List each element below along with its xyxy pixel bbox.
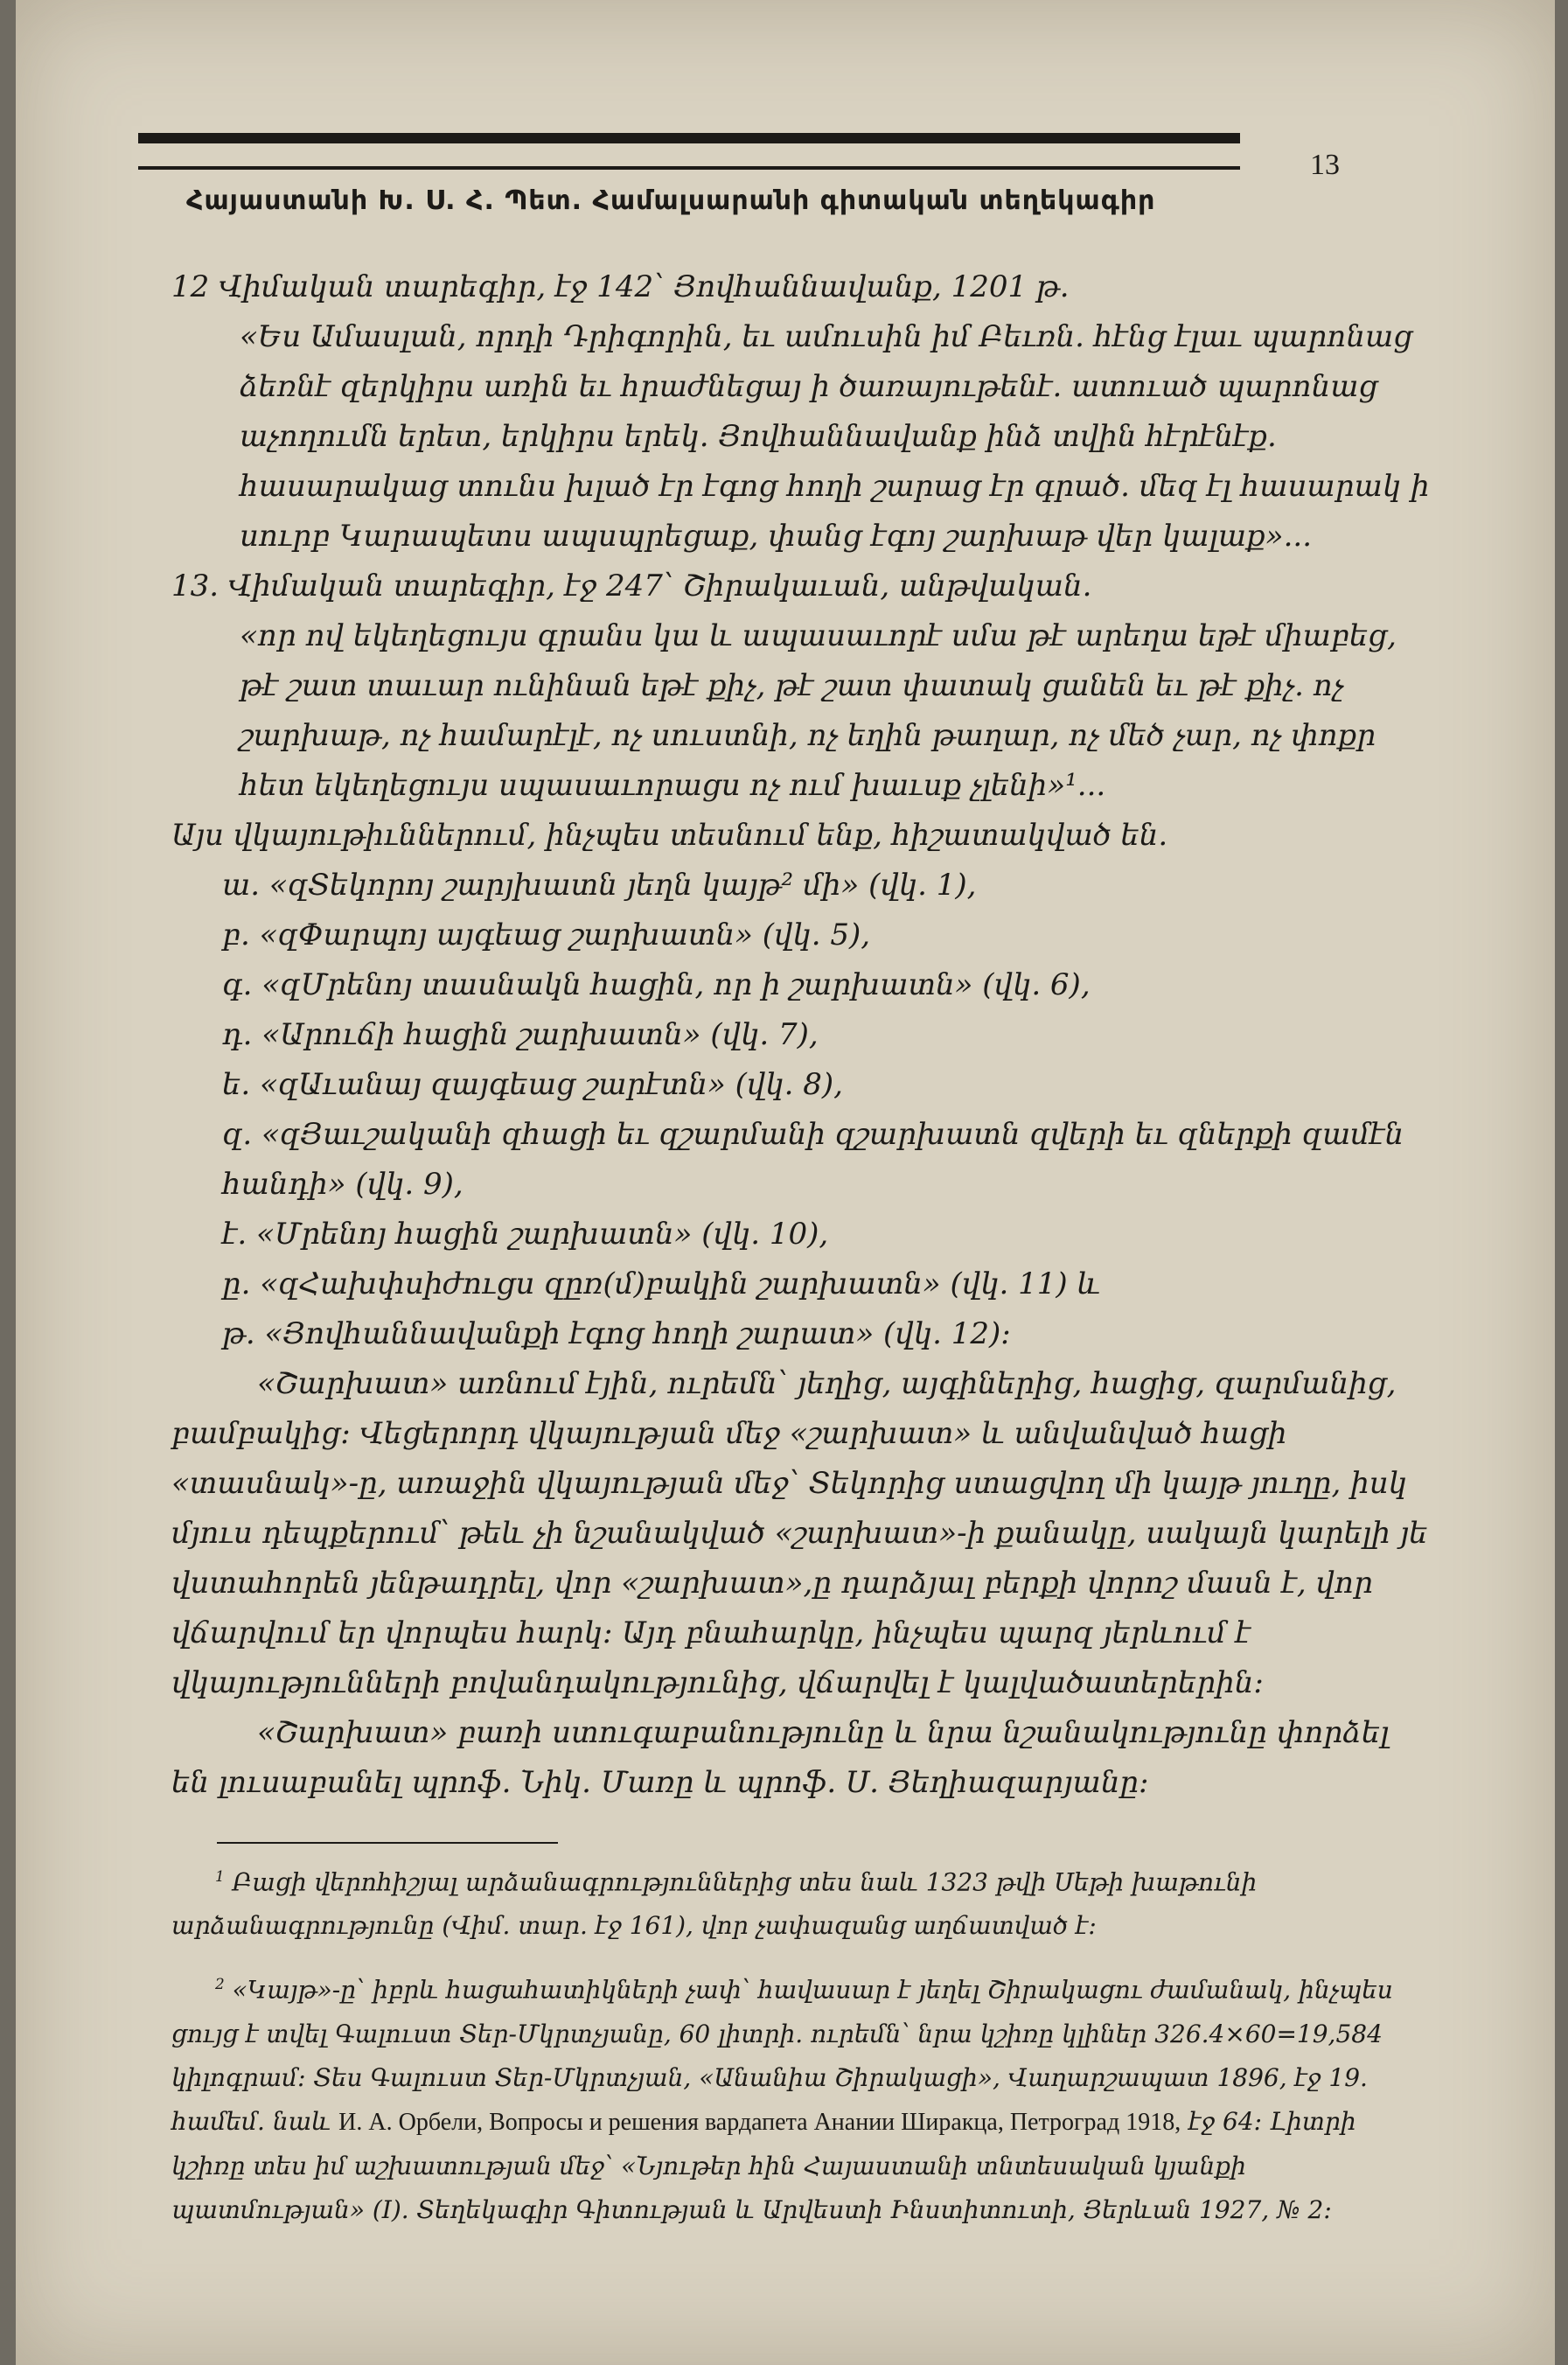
- body-paragraph: «Շարխատ» բառի ստուգաբանությունը և նրա նշանակությունը փորձել են լուսաբանել պրոֆ. Նիկ. Մառը և պրոֆ. Ս. Յեղիազարյանը:: [171, 1715, 1390, 1800]
- body-paragraph: «Շարխատ» առնում էյին, ուրեմն՝ յեղից, այգիներից, հացից, զարմանից, բամբակից: Վեցերորդ վկայության մեջ «շարխատ» և անվանված հացի «տասնակ»-ը, առաջին վկայության մեջ՝ Տեկորից ստացվող մի կայթ յուղը, իսկ մյուս դեպքերում՝ թեև չի նշանակված «շարխատ»-ի քանակը, սակայն կարելի յե վստահորեն յենթադրել, վոր «շարխատ»,ը դարձյալ բերքի վորոշ մասն է, վոր վճարվում եր վորպես հարկ: Այդ բնահարկը, ինչպես պարզ յերևում է վկայությունների բովանդակությունից, վճարվել է կալվածատերերին:: [171, 1366, 1428, 1700]
- footnote-mark: 1: [215, 1867, 225, 1885]
- list-item-text: «զՓարպոյ այգեաց շարխատն» (վկ. 5),: [259, 917, 871, 952]
- footnote-text-cont: էջ 64: Լիտրի կշիռը տես իմ աշխատության մեջ՝ «Նյութեր հին Հայաստանի տնտեսական կյանքի պատմության» (I). Տեղեկագիր Գիտության և Արվեստի Ինստիտուտի, Յերևան 1927, № 2:: [171, 2106, 1356, 2224]
- entry-13-quote: «որ ով եկեղեցույս գրանս կա և ապասաւորէ սմա թէ արեղա եթէ միաբեց, թէ շատ տաւար ունինան եթէ քիչ, թէ շատ փատակ ցանեն եւ թէ քիչ. ոչ շարխաթ, ոչ համարէլէ, ոչ սուստնի, ոչ եղին թաղար, ոչ մեծ չար, ոչ փոքր հետ եկեղեցույս սպասաւորացս ոչ ում խաւսք չլենի»¹...: [240, 618, 1397, 803]
- list-item: [171, 1210, 1431, 1259]
- footnotes: [171, 1854, 1431, 2246]
- entry-13-source: Վիմական տարեգիր, էջ 247՝ Շիրակաւան, անթվական.: [227, 569, 1092, 603]
- list-item-letter: թ.: [222, 1316, 255, 1351]
- list-item-text: «զՄրենոյ տասնակն հացին, որ ի շարխատն» (վկ. 6),: [261, 967, 1091, 1002]
- list-item-letter: ա.: [222, 868, 261, 903]
- footnote-mark: 2: [215, 1975, 225, 1993]
- list-item-text: «զՀախփսիժուցս զըռ(մ)բակին շարխատն» (վկ. 11) և: [260, 1266, 1101, 1301]
- list-item-letter: բ.: [222, 917, 250, 952]
- entry-12-number: 12: [171, 269, 210, 304]
- list-item: [171, 1309, 1431, 1359]
- entry-13-number: 13.: [171, 569, 220, 603]
- list-item-letter: ը.: [222, 1266, 251, 1301]
- testimony-list: [171, 861, 1431, 1359]
- entry-12-heading: [171, 262, 1431, 312]
- list-item-text: «զՏեկորոյ շարյխատն յեղն կայթ² մի» (վկ. 1),: [268, 868, 977, 903]
- footnote-1: [171, 1854, 1431, 1948]
- footnote-rule: [217, 1842, 558, 1844]
- list-item-text: «Մրենոյ հացին շարխատն» (վկ. 10),: [255, 1217, 829, 1252]
- list-item-letter: զ.: [222, 1117, 253, 1152]
- running-head: Հայաստանի Խ. Ս. Հ. Պետ. Համալսարանի գիտական տեղեկագիր: [186, 185, 1156, 216]
- entry-12-quote: «Ես Ամասլան, որդի Դրիգորին, եւ ամուսին իմ Բեւռն. հէնց էլաւ պարոնաց ձեռնէ զերկիրս առին եւ հրաժնեցայ ի ծառայութենէ. ատուած պարոնաց աչողումն երետ, երկիրս երեկ. Յովհաննավանք ինձ տվին հէրէնէք. հասարակաց տունս խլած էր էգոց հողի շարաց էր գրած. մեզ էլ հասարակ ի սուրբ Կարապետս ապսպրեցաք, փանց էգոյ շարխաթ վեր կալաք»...: [240, 319, 1430, 554]
- list-item-text: «զԱւանայ զայգեաց շարէտն» (վկ. 8),: [259, 1067, 843, 1102]
- list-item-text: «Յովհաննավանքի էգոց հողի շարատ» (վկ. 12):: [264, 1316, 1011, 1351]
- entry-12-source: Վիմական տարեգիր, էջ 142՝ Յովհաննավանք, 1201 թ.: [219, 269, 1070, 304]
- list-item: [171, 1259, 1431, 1309]
- footnote-text: «Կայթ»-ը՝ իբրև հացահատիկների չափ՝ հավասար է յեղել Շիրակացու ժամանակ, ինչպես ցույց է տվել Գալուստ Տեր-Մկրտչյանը, 60 լիտրի. ուրեմն՝ նրա կշիռը կլիներ 326.4×60=19,584 կիլոգրամ: Տես Գալուստ Տեր-Մկրտչյան, «Անանիա Շիրակացի», Վաղարշապատ 1896, էջ 19. համեմ. նաև: [171, 1975, 1393, 2136]
- document-page: [16, 0, 1555, 2365]
- list-item-letter: գ.: [222, 967, 253, 1002]
- list-item: [171, 1060, 1431, 1110]
- list-item-text: «զՅաւշականի զհացի եւ զշարմանի զշարխատն զվերի եւ զներքի զամէն հանդի» (վկ. 9),: [222, 1117, 1404, 1202]
- list-item: [171, 960, 1431, 1010]
- footnote-russian-citation: И. А. Орбели, Вопросы и решения вардапета Анании Ширакца, Петроград 1918,: [338, 2108, 1181, 2136]
- list-item-letter: դ.: [222, 1017, 253, 1052]
- list-item-letter: է.: [222, 1217, 247, 1252]
- list-item-letter: ե.: [222, 1067, 251, 1102]
- list-item: [171, 910, 1431, 960]
- entry-13-heading: [171, 562, 1431, 611]
- list-intro: Այս վկայութիւններում, ինչպես տեսնում ենք, հիշատակված են.: [171, 818, 1168, 853]
- list-item: [171, 1110, 1431, 1210]
- list-item: [171, 1010, 1431, 1060]
- list-item-text: «Արուճի հացին շարխատն» (վկ. 7),: [261, 1017, 819, 1052]
- page-number: 13: [1310, 149, 1340, 181]
- header-rule: [138, 133, 1240, 170]
- main-text: [171, 262, 1431, 1808]
- footnote-2: [171, 1962, 1431, 2231]
- list-item: [171, 861, 1431, 910]
- footnote-text: Բացի վերոհիշյալ արձանագրություններից տես նաև 1323 թվի Սեթի խաթունի արձանագրությունը (Վիմ. տար. էջ 161), վոր չափազանց աղճատված է:: [171, 1867, 1258, 1941]
